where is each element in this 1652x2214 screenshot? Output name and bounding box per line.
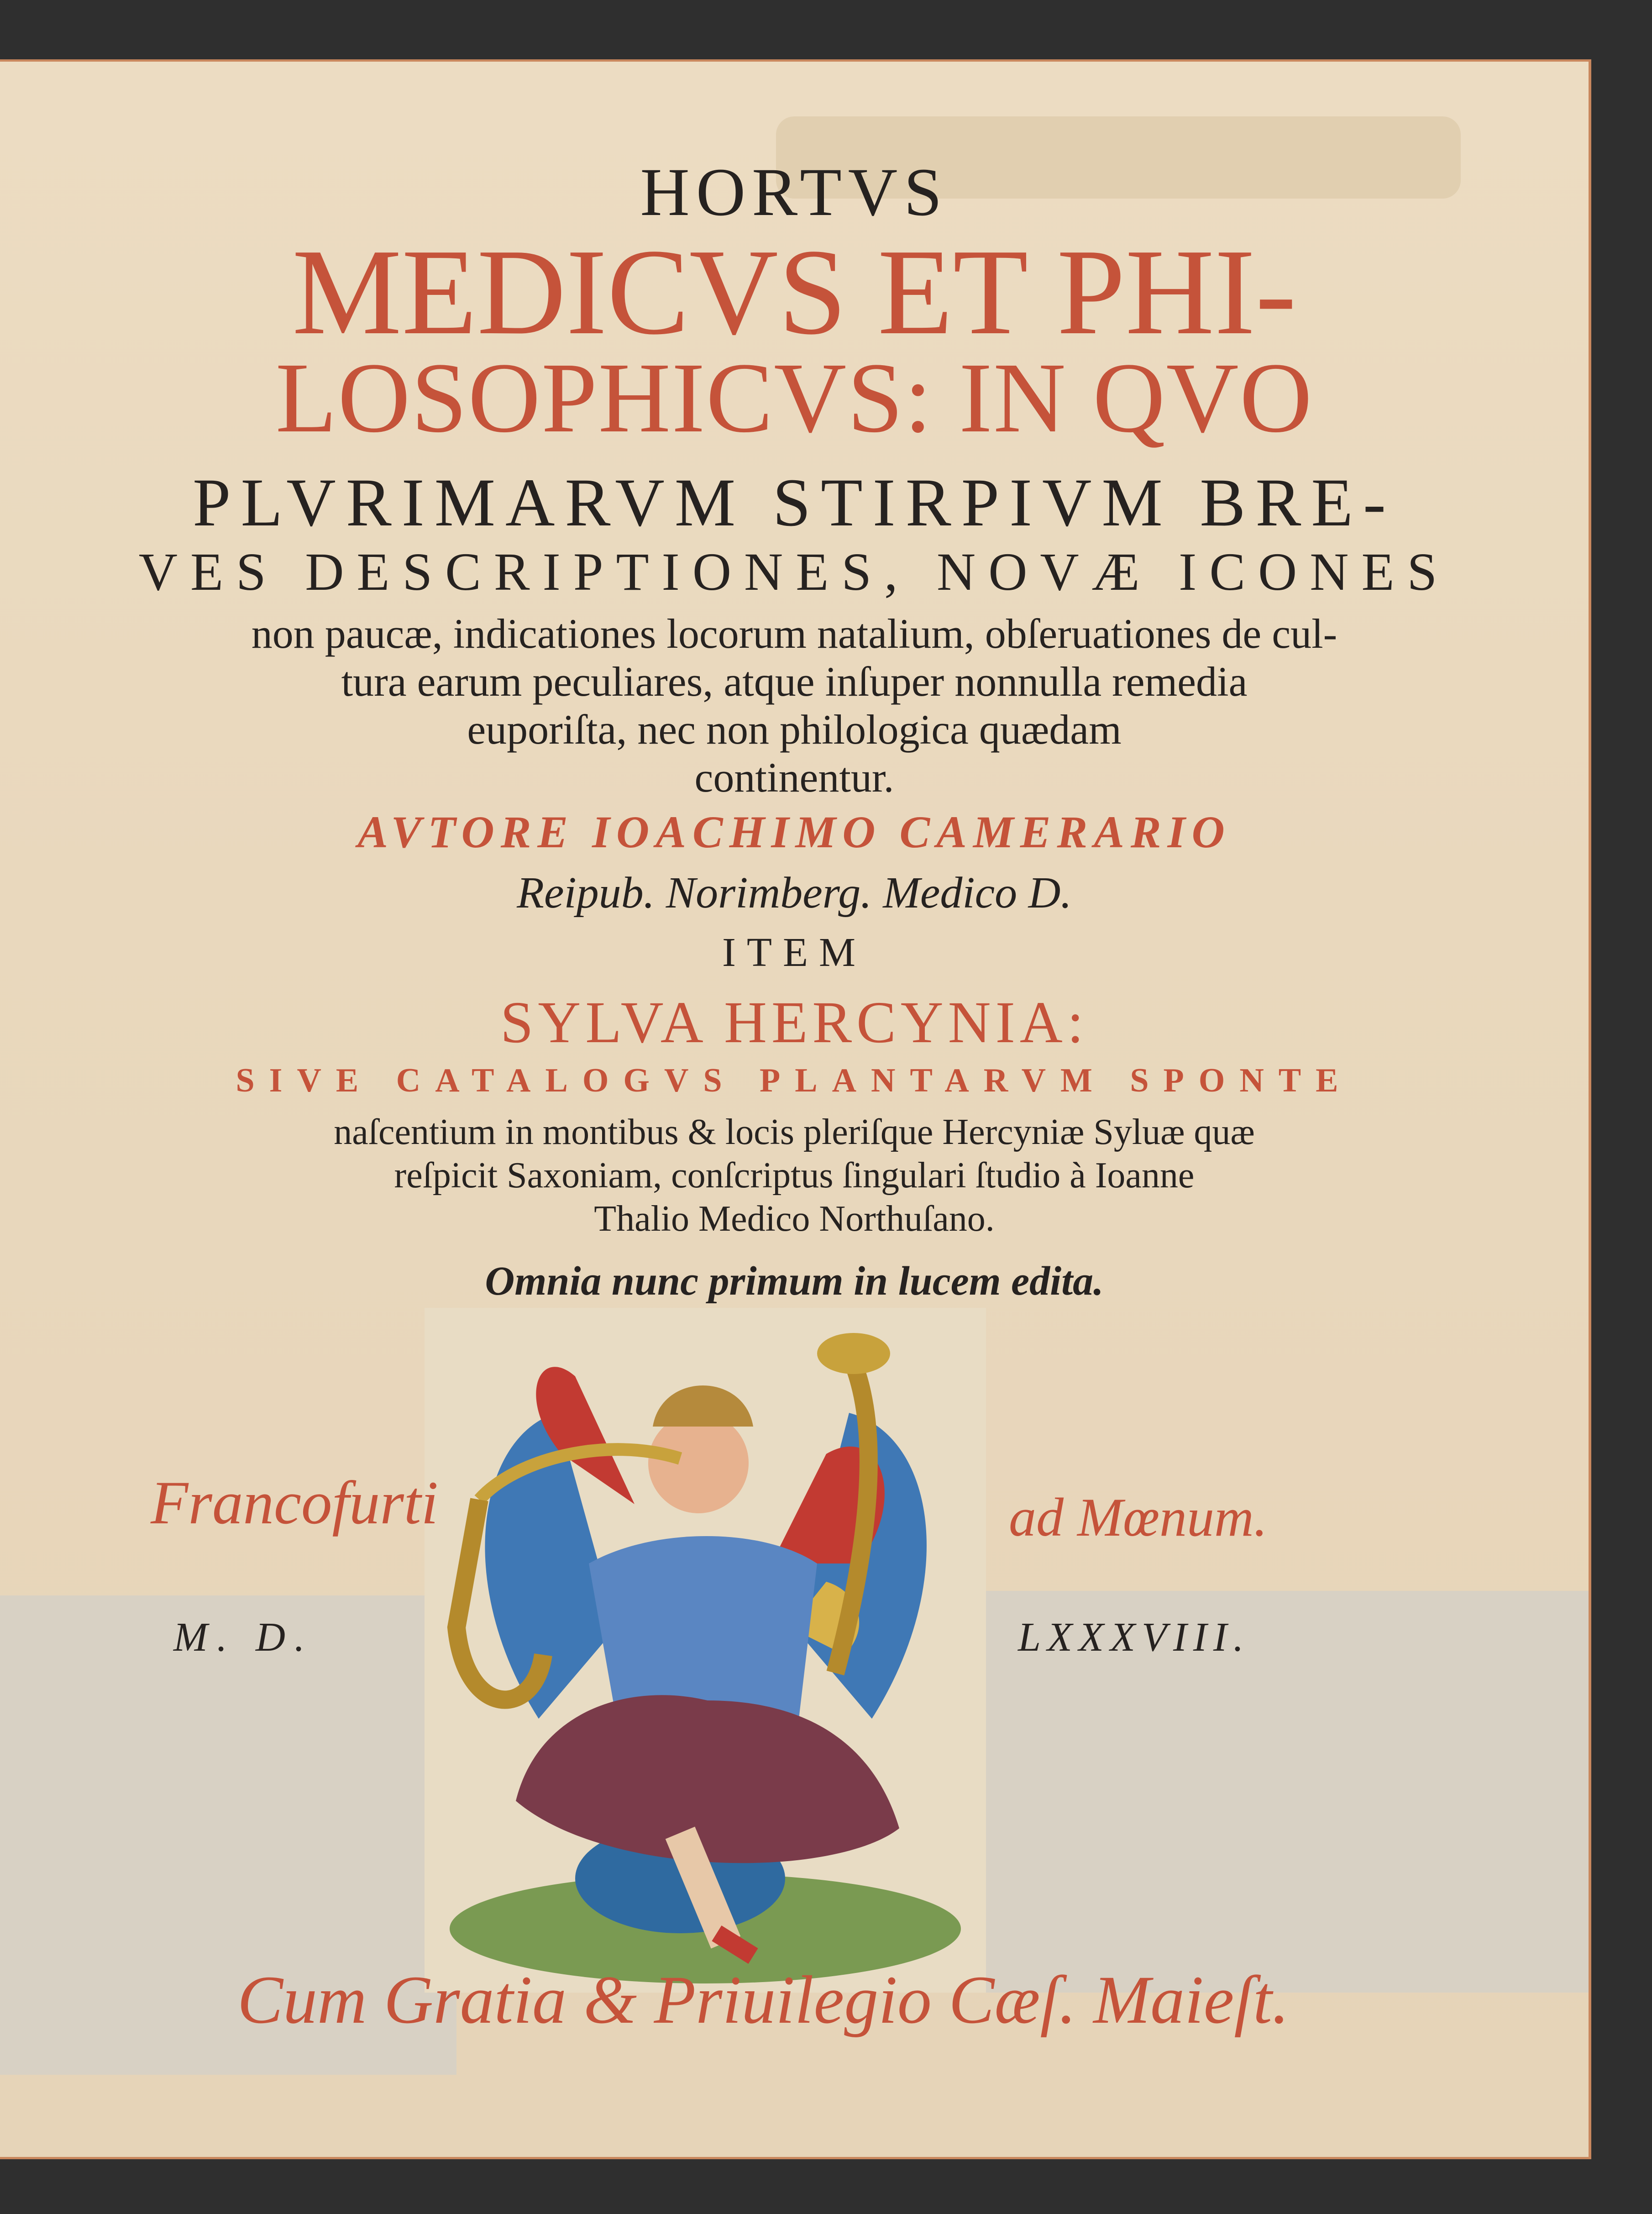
description-line-3: euporiſta, nec non philologica quædam (467, 706, 1122, 753)
item-label: ITEM (722, 930, 866, 975)
author-title: Reipub. Norimberg. Medico D. (517, 868, 1072, 918)
sub-description-3: Thalio Medico Northuſano. (594, 1199, 995, 1239)
subtitle: SYLVA HERCYNIA: (500, 990, 1088, 1055)
place-left: Francofurti (151, 1469, 438, 1537)
title-line-1: HORTVS (640, 154, 949, 230)
subtitle-2: SIVE CATALOGVS PLANTARVM SPONTE (236, 1062, 1353, 1099)
edition-note: Omnia nunc primum in lucem edita. (485, 1259, 1104, 1304)
title-line-5: VES DESCRIPTIONES, NOVÆ ICONES (138, 542, 1450, 602)
place-right: ad Mœnum. (1009, 1487, 1268, 1548)
title-line-2: MEDICVS ET PHI- (292, 224, 1297, 360)
sub-description-2: reſpicit Saxoniam, conſcriptus ſingulari ſtudio à Ioanne (394, 1155, 1195, 1196)
description-line-2: tura earum peculiares, atque inſuper nonnulla remedia (341, 658, 1248, 705)
title-line-3: LOSOPHICVS: IN QVO (275, 342, 1313, 453)
winged-fame-woodcut (425, 1308, 986, 1993)
year-left: M. D. (173, 1615, 314, 1660)
sub-description-1: naſcentium in montibus & locis pleriſque Hercyniæ Syluæ quæ (334, 1112, 1255, 1152)
title-line-4: PLVRIMARVM STIRPIVM BRE- (193, 465, 1396, 540)
year-right: LXXXVIII. (1018, 1615, 1250, 1660)
privilege-line: Cum Gratia & Priuilegio Cæſ. Maieſt. (237, 1962, 1290, 2038)
author-line: AVTORE IOACHIMO CAMERARIO (357, 807, 1231, 857)
title-page (0, 59, 1591, 2159)
description-line-4: continentur. (694, 754, 894, 801)
description-line-1: non paucæ, indicationes locorum natalium, obſeruationes de cul- (251, 610, 1337, 657)
